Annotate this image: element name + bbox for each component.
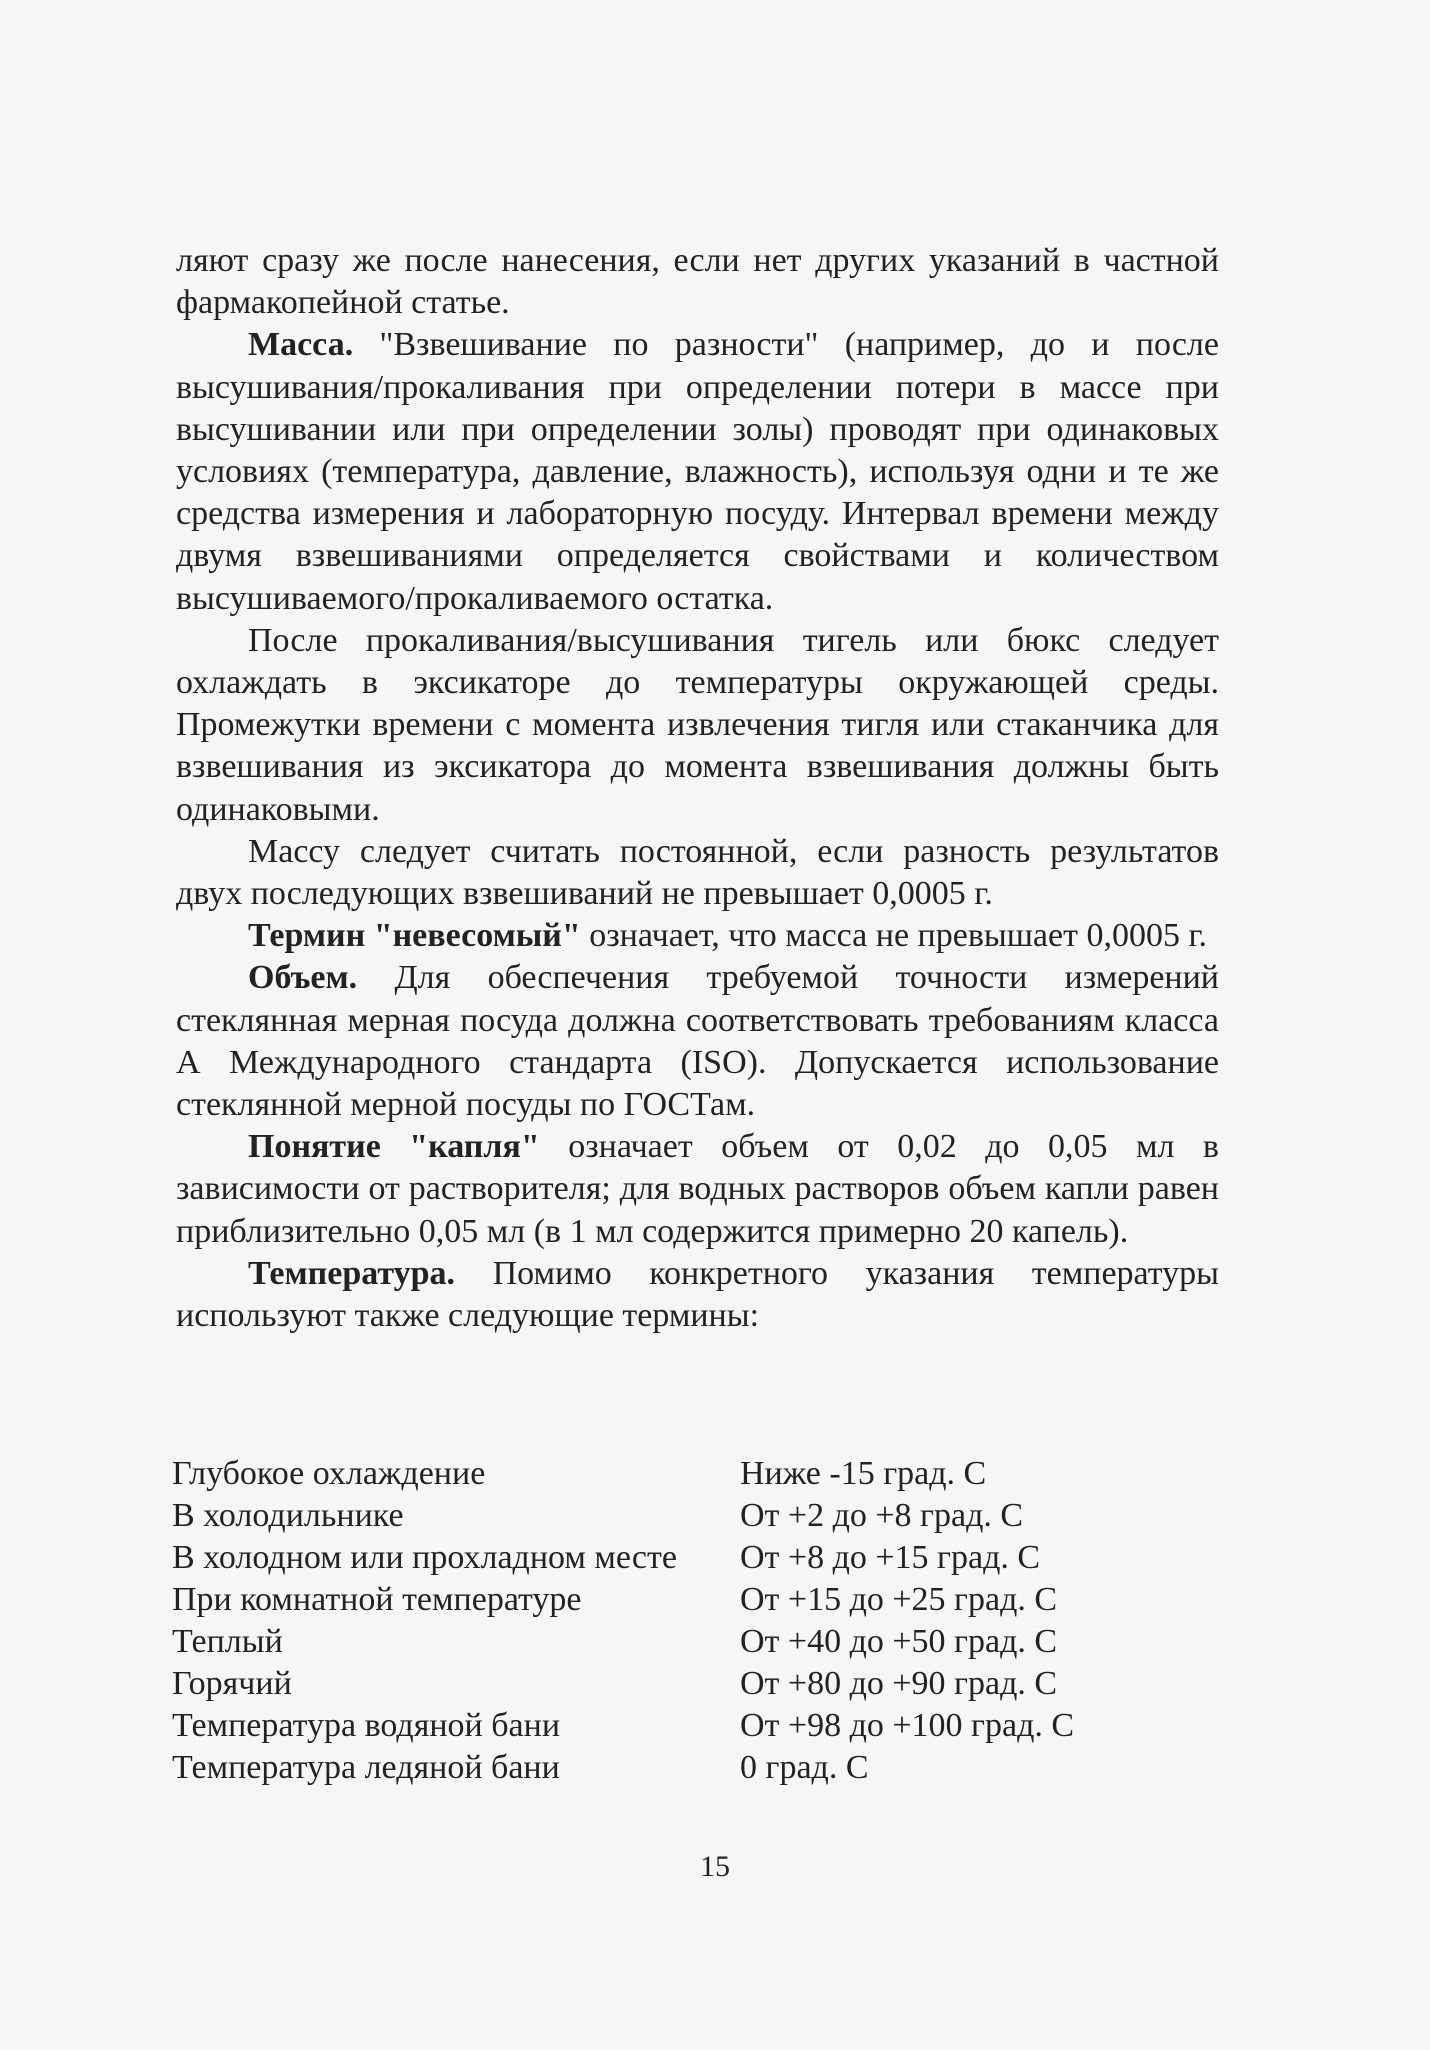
paragraph-continuation: ляют сразу же после нанесения, если нет других указаний в частной фармакопейной статье. — [176, 242, 1219, 322]
list-item — [172, 1495, 1232, 1537]
temperature-range: От +15 до +25 град. С — [740, 1581, 1058, 1618]
paragraph-temperature: Температура. Помимо конкретного указания температуры используют также следующие термины: — [176, 1254, 1219, 1335]
term-weightless: Термин "невесомый" — [248, 917, 581, 955]
temperature-term: В холодильнике — [172, 1497, 404, 1534]
paragraph-mass: Масса. "Взвешивание по разности" (например, до и после высушивания/прокаливания при определении потери в массе при высушивании или при определении золы) проводят при одинаковых условиях (температура, давление, влажность), используя одни и те же средства измерения и лабораторную посуду. Интервал времени между двумя взвешиваниями определяется свойствами и количеством высушиваемого/прокаливаемого остатка. — [176, 326, 1219, 617]
list-item — [172, 1663, 1232, 1705]
paragraph-calcination: После прокаливания/высушивания тигель или бюкс следует охлаждать в эксикаторе до температуры окружающей среды. Промежутки времени с момента извлечения тигля или стаканчика для взвешивания из эксикатора до момента взвешивания должны быть одинаковыми. — [176, 621, 1219, 828]
list-item — [172, 1705, 1232, 1747]
paragraph-constant-mass: Массу следует считать постоянной, если разность результатов двух последующих взвешиваний не превышает 0,0005 г. — [176, 832, 1219, 913]
term-mass: Масса. — [248, 326, 354, 364]
temperature-term: Теплый — [172, 1623, 283, 1660]
temperature-range: Ниже -15 град. С — [740, 1455, 987, 1492]
paragraph-drop: Понятие "капля" означает объем от 0,02 до 0,05 мл в зависимости от растворителя; для водных растворов объем капли равен приблизительно 0,05 мл (в 1 мл содержится примерно 20 капель). — [176, 1128, 1219, 1250]
temperature-term: Глубокое охлаждение — [172, 1455, 486, 1492]
list-item — [172, 1453, 1232, 1495]
temperature-range: От +98 до +100 град. С — [740, 1707, 1075, 1744]
temperature-term: При комнатной температуре — [172, 1581, 582, 1618]
temperature-range: От +2 до +8 град. С — [740, 1497, 1024, 1534]
list-item — [172, 1621, 1232, 1663]
term-volume: Объем. — [248, 959, 358, 997]
page-number: 15 — [700, 1850, 730, 1883]
temperature-terms-list — [172, 1453, 1232, 1789]
body-text — [176, 240, 1219, 1337]
term-temperature: Температура. — [248, 1254, 456, 1292]
temperature-term: Температура водяной бани — [172, 1707, 561, 1744]
temperature-range: 0 град. С — [740, 1749, 869, 1786]
term-drop: Понятие "капля" — [248, 1128, 540, 1166]
paragraph-weightless: Термин "невесомый" означает, что масса не превышает 0,0005 г. — [248, 917, 1208, 955]
list-item — [172, 1747, 1232, 1789]
temperature-term: В холодном или прохладном месте — [172, 1539, 677, 1576]
temperature-term: Горячий — [172, 1665, 292, 1702]
temperature-range: От +80 до +90 град. С — [740, 1665, 1058, 1702]
temperature-range: От +8 до +15 град. С — [740, 1539, 1041, 1576]
paragraph-volume: Объем. Для обеспечения требуемой точности измерений стеклянная мерная посуда должна соответствовать требованиям класса А Международного стандарта (ISO). Допускается использование стеклянной мерной посуды по ГОСТам. — [176, 959, 1219, 1124]
list-item — [172, 1537, 1232, 1579]
temperature-range: От +40 до +50 град. С — [740, 1623, 1058, 1660]
list-item — [172, 1579, 1232, 1621]
temperature-term: Температура ледяной бани — [172, 1749, 560, 1786]
